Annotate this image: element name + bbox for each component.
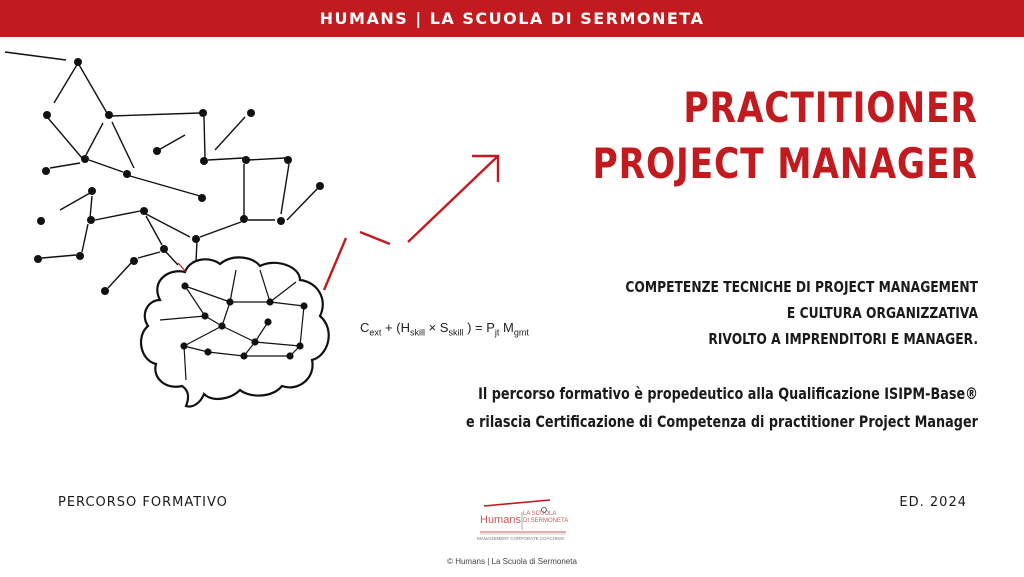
rising-arrow-icon xyxy=(324,156,498,290)
edition-label: ED. 2024 xyxy=(899,495,967,510)
school-logo xyxy=(470,492,580,552)
description-line-2: e rilascia Certificazione di Competenza di practitioner Project Manager xyxy=(466,412,978,431)
subtitle-line-3: RIVOLTO A IMPRENDITORI E MANAGER. xyxy=(708,330,978,348)
description-line-1: Il percorso formativo è propedeutico alla Qualificazione ISIPM-Base® xyxy=(478,384,978,403)
footer-left-label: PERCORSO FORMATIVO xyxy=(58,495,228,510)
formula: $C_{ext} + (H_{skill} \times S_{skill}$ ) = $P_{jt}$ $M_{gmt}$ xyxy=(360,320,529,338)
description xyxy=(466,380,978,436)
network-nodes xyxy=(34,58,324,295)
brain-outline-illustration xyxy=(141,257,329,406)
banner-text: HUMANS | LA SCUOLA DI SERMONETA xyxy=(319,9,705,28)
subtitle-line-1: COMPETENZE TECNICHE DI PROJECT MANAGEMENT xyxy=(625,278,978,296)
logo-school-name: LA SCUOLA DI SERMONETA xyxy=(523,511,569,524)
copyright-text: © Humans | La Scuola di Sermoneta xyxy=(447,557,577,566)
title-line-1: PRACTITIONER xyxy=(683,83,978,132)
network-graph-illustration xyxy=(5,52,318,288)
subtitle-line-2: E CULTURA ORGANIZZATIVA xyxy=(786,304,978,322)
title-line-2: PROJECT MANAGER xyxy=(592,139,978,188)
page-title xyxy=(593,80,978,192)
logo-brand: Humans xyxy=(480,514,521,526)
subtitle xyxy=(625,274,978,352)
logo-tagline: MANAGEMENT CORPORATE COACHING xyxy=(477,536,565,541)
